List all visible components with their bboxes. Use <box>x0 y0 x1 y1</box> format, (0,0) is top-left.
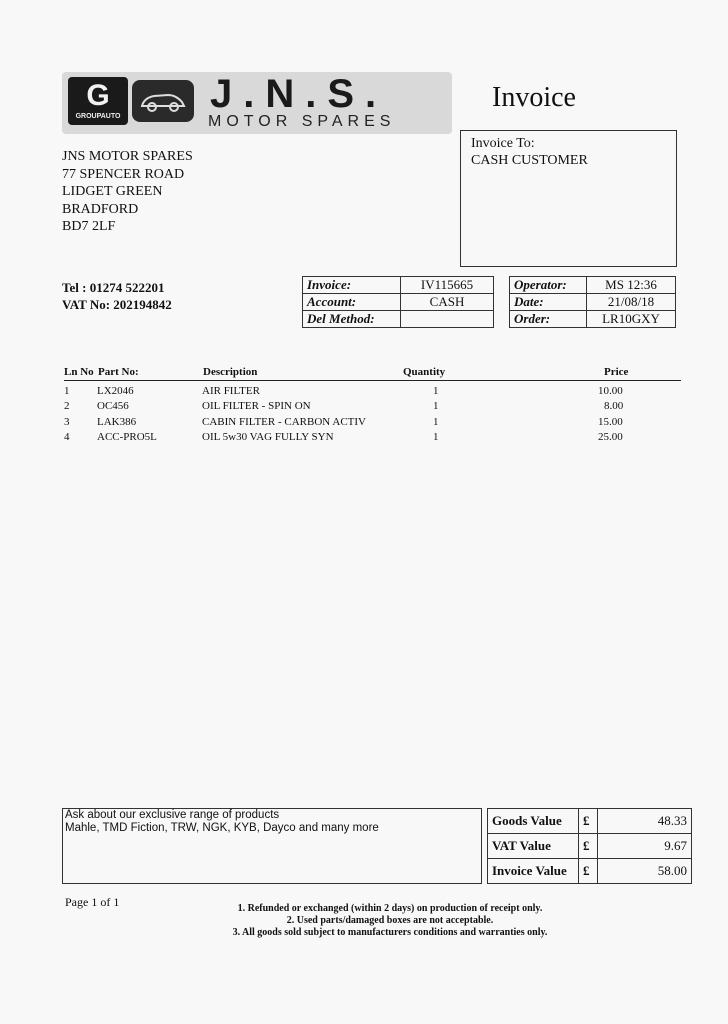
total-row <box>488 834 692 859</box>
terms-and-conditions <box>180 903 600 939</box>
badge-text: GROUPAUTO <box>75 113 121 120</box>
invoice-meta-table <box>302 276 494 328</box>
price: 15.00 <box>598 416 623 428</box>
quantity: 1 <box>433 416 439 428</box>
header-price: Price <box>604 366 629 378</box>
description: OIL 5w30 VAG FULLY SYN <box>202 431 334 443</box>
address-line: LIDGET GREEN <box>62 184 163 199</box>
part-number: OC456 <box>97 400 129 412</box>
vat-value: 9.67 <box>598 834 692 859</box>
line-number: 1 <box>64 385 70 397</box>
part-number: LAK386 <box>97 416 137 428</box>
meta-row <box>510 294 676 311</box>
price: 25.00 <box>598 431 623 443</box>
notes-line: Mahle, TMD Fiction, TRW, NGK, KYB, Dayco and many more <box>65 822 379 834</box>
company-address <box>62 148 193 236</box>
meta-value: 21/08/18 <box>587 294 676 311</box>
total-row <box>488 859 692 884</box>
meta-value: CASH <box>401 294 494 311</box>
goods-value-label: Goods Value <box>488 809 579 834</box>
header-ln: Ln No <box>64 366 94 378</box>
address-line: 77 SPENCER ROAD <box>62 166 185 182</box>
company-logo <box>62 72 452 134</box>
order-meta-table <box>509 276 676 328</box>
page-number: Page 1 of 1 <box>65 895 120 909</box>
price: 8.00 <box>604 400 624 412</box>
table-row <box>64 416 681 430</box>
logo-subtitle: MOTOR SPARES <box>208 113 396 130</box>
currency-symbol: £ <box>579 834 598 859</box>
table-row <box>64 385 681 399</box>
table-row <box>64 431 681 445</box>
quantity: 1 <box>433 385 439 397</box>
line-items-header <box>64 366 681 381</box>
meta-value: IV115665 <box>401 277 494 294</box>
address-line: JNS MOTOR SPARES <box>62 149 193 164</box>
meta-label: Order: <box>510 311 587 328</box>
meta-label: Account: <box>303 294 401 311</box>
notes-line: Ask about our exclusive range of products <box>65 809 280 821</box>
meta-label: Invoice: <box>303 277 401 294</box>
vat-number: VAT No: 202194842 <box>62 297 172 312</box>
meta-row <box>303 277 494 294</box>
quantity: 1 <box>433 400 439 412</box>
invoice-value: 58.00 <box>598 859 692 884</box>
car-icon <box>132 80 194 122</box>
header-part: Part No: <box>98 366 139 378</box>
meta-label: Del Method: <box>303 311 401 328</box>
logo-name: J.N.S. <box>210 72 388 116</box>
invoice-to-label: Invoice To: <box>471 136 535 151</box>
line-number: 2 <box>64 400 70 412</box>
invoice-to-name: CASH CUSTOMER <box>471 153 588 168</box>
price: 10.00 <box>598 385 623 397</box>
meta-value <box>401 311 494 328</box>
meta-label: Date: <box>510 294 587 311</box>
meta-row <box>510 277 676 294</box>
description: CABIN FILTER - CARBON ACTIV <box>202 416 366 428</box>
company-contact <box>62 279 172 313</box>
description: AIR FILTER <box>202 385 260 397</box>
header-description: Description <box>203 366 258 378</box>
invoice-value-label: Invoice Value <box>488 859 579 884</box>
total-row <box>488 809 692 834</box>
address-line: BRADFORD <box>62 201 139 217</box>
meta-row <box>303 294 494 311</box>
totals-table <box>487 808 692 884</box>
line-number: 4 <box>64 431 70 443</box>
part-number: ACC-PRO5L <box>97 431 157 443</box>
currency-symbol: £ <box>579 859 598 884</box>
terms-line: 2. Used parts/damaged boxes are not acceptable. <box>286 915 494 926</box>
meta-label: Operator: <box>510 277 587 294</box>
meta-value: LR10GXY <box>587 311 676 328</box>
description: OIL FILTER - SPIN ON <box>202 400 311 412</box>
invoice-to-box <box>460 130 677 267</box>
vat-value-label: VAT Value <box>488 834 579 859</box>
table-row <box>64 400 681 414</box>
telephone: Tel : 01274 522201 <box>62 280 165 295</box>
currency-symbol: £ <box>579 809 598 834</box>
terms-line: 1. Refunded or exchanged (within 2 days) on production of receipt only. <box>237 903 543 914</box>
document-title: Invoice <box>492 82 576 113</box>
header-quantity: Quantity <box>403 366 446 378</box>
badge-letter: G <box>86 79 110 112</box>
meta-row <box>303 311 494 328</box>
meta-value: MS 12:36 <box>587 277 676 294</box>
quantity: 1 <box>433 431 439 443</box>
groupauto-badge <box>68 77 128 125</box>
terms-line: 3. All goods sold subject to manufacturers conditions and warranties only. <box>232 927 548 938</box>
line-number: 3 <box>64 416 70 428</box>
part-number: LX2046 <box>97 385 134 397</box>
meta-row <box>510 311 676 328</box>
goods-value: 48.33 <box>598 809 692 834</box>
address-line: BD7 2LF <box>62 219 116 234</box>
promo-notes-box <box>62 808 482 884</box>
